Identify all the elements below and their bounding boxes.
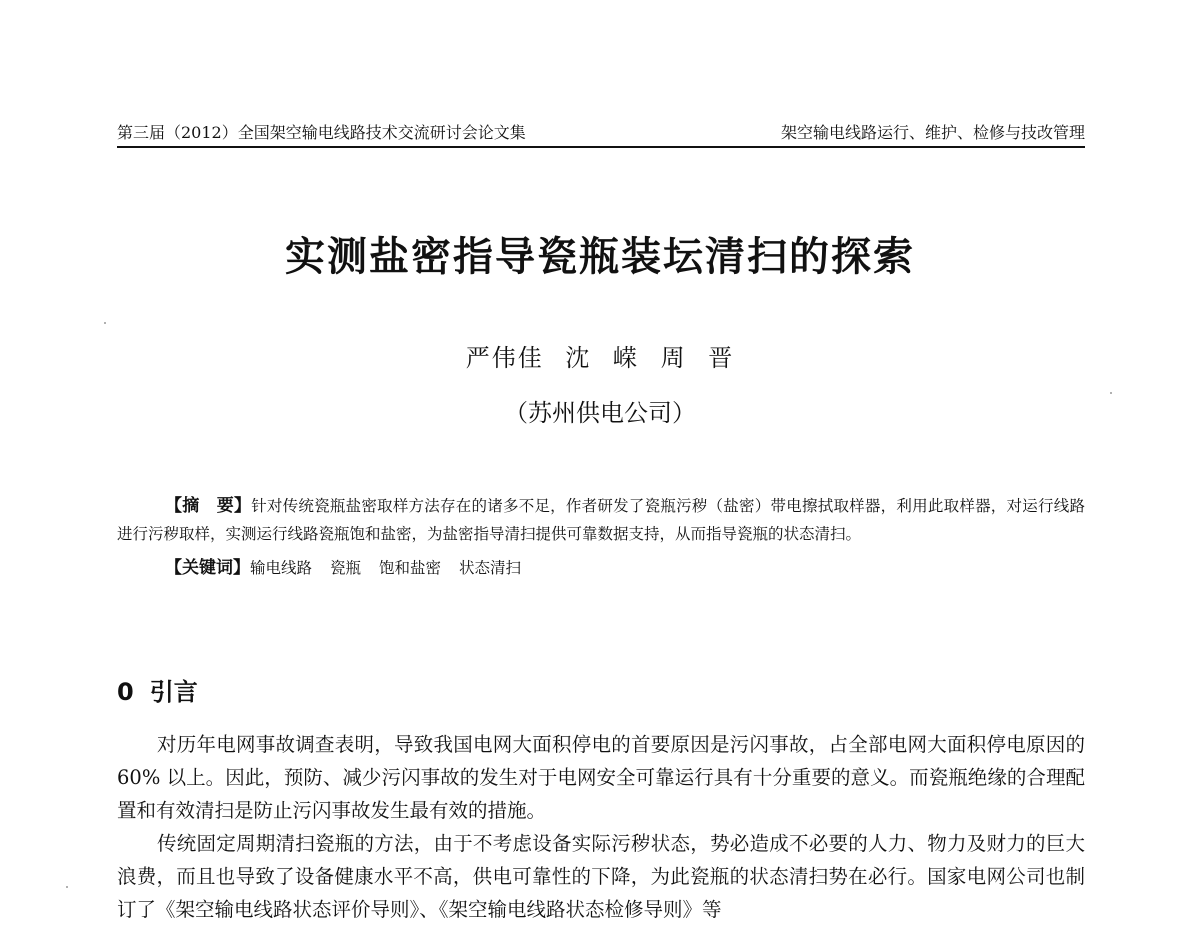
keyword-item: 状态清扫	[459, 559, 522, 577]
section-number: 0	[117, 678, 134, 706]
header-right-text: 架空输电线路运行、维护、检修与技改管理	[780, 123, 1085, 142]
keyword-item: 瓷瓶	[330, 559, 362, 577]
keywords-line	[117, 554, 1085, 582]
body-paragraph: 对历年电网事故调查表明，导致我国电网大面积停电的首要原因是污闪事故，占全部电网大面积停电原因的 60% 以上。因此，预防、减少污闪事故的发生对于电网安全可靠运行具有十分重要的意义。而瓷瓶绝缘的合理配置和有效清扫是防止污闪事故发生最有效的措施。	[117, 733, 1085, 822]
body-text	[117, 728, 1085, 926]
abstract-text: 针对传统瓷瓶盐密取样方法存在的诸多不足，作者研发了瓷瓶污秽（盐密）带电擦拭取样器，利用此取样器，对运行线路进行污秽取样，实测运行线路瓷瓶饱和盐密，为盐密指导清扫提供可靠数据支持，从而指导瓷瓶的状态清扫。	[117, 497, 1085, 543]
scan-speck	[66, 886, 68, 888]
abstract-paragraph	[117, 492, 1085, 548]
header-left-text: 第三届（2012）全国架空输电线路技术交流研讨会论文集	[117, 123, 526, 142]
section-heading	[117, 672, 198, 707]
body-paragraph: 传统固定周期清扫瓷瓶的方法，由于不考虑设备实际污秽状态，势必造成不必要的人力、物力及财力的巨大浪费，而且也导致了设备健康水平不高，供电可靠性的下降，为此瓷瓶的状态清扫势在必行。国家电网公司也制订了《架空输电线路状态评价导则》、《架空输电线路状态检修导则》等	[117, 832, 1085, 921]
paper-affiliation: （苏州供电公司）	[504, 399, 696, 427]
abstract-label: 【摘 要】	[165, 496, 252, 516]
keyword-item: 输电线路	[250, 559, 313, 577]
paper-title: 实测盐密指导瓷瓶装坛清扫的探索	[285, 234, 915, 280]
scan-speck	[104, 322, 106, 324]
scan-speck	[1110, 392, 1112, 394]
paper-authors: 严伟佳 沈 嵘 周 晋	[465, 344, 735, 372]
section-title: 引言	[149, 678, 198, 706]
keyword-item: 饱和盐密	[379, 559, 442, 577]
keywords-label: 【关键词】	[165, 558, 250, 578]
abstract-block	[117, 492, 1085, 582]
running-header	[117, 120, 1085, 148]
